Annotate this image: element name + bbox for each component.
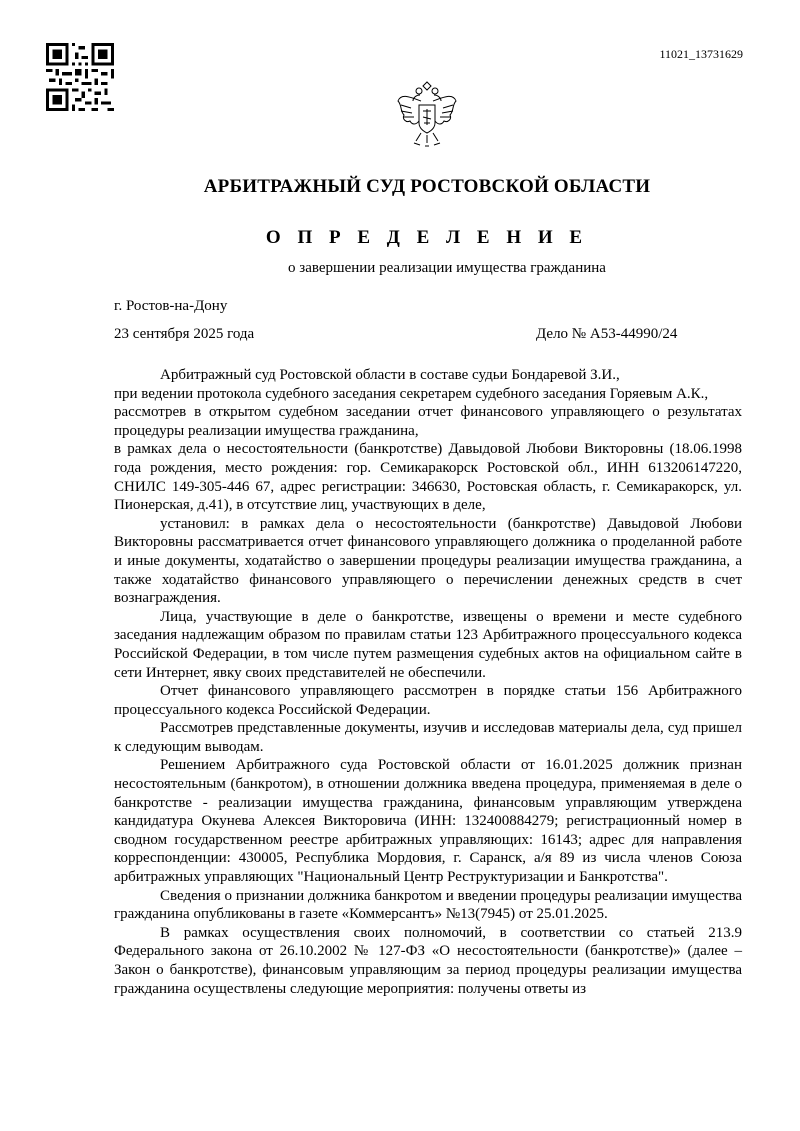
document-id: 11021_13731629 xyxy=(659,47,743,61)
paragraph: Сведения о признании должника банкротом и введении процедуры реализации имущества гражданина опубликованы в газете «Коммерсантъ» №13(7945) от 25.01.2025. xyxy=(114,887,742,923)
paragraph: Отчет финансового управляющего рассмотрен в порядке статьи 156 Арбитражного процессуального кодекса Российской Федерации. xyxy=(114,683,742,718)
paragraph: Решением Арбитражного суда Ростовской области от 16.01.2025 должник признан несостоятельным (банкротом), в отношении должника введена процедура, применяемая в деле о банкротстве - реализации имущества гражданина, финансовым управляющим утверждена кандидатура Окунева Алексея Викторовича (ИНН: 132400884279; регистрационный номер в сводном государственном реестре арбитражных управляющих: 16143; адрес для направления корреспонденции: 430005, Республика Мордовия, г. Саранск, а/я 89 из числа членов Союза арбитражных управляющих "Национальный Центр Реструктуризации и Банкротства". xyxy=(114,757,742,886)
court-name: АРБИТРАЖНЫЙ СУД РОСТОВСКОЙ ОБЛАСТИ xyxy=(203,176,651,197)
document-body xyxy=(114,366,742,998)
paragraph: Лица, участвующие в деле о банкротстве, извещены о времени и месте судебного заседания надлежащим образом по правилам статьи 123 Арбитражного процессуального кодекса Российской Федерации, в том числе путем размещения судебных актов на официальном сайте в сети Интернет, явку своих представителей не обеспечили. xyxy=(114,608,742,681)
paragraph: установил: в рамках дела о несостоятельности (банкротстве) Давыдовой Любови Викторовны рассматривается отчет финансового управляющего должника о проделанной работе и иные документы, ходатайство о завершении процедуры реализации имущества гражданина, а также ходатайство финансового управляющего о перечислении денежных средств в счет вознаграждения. xyxy=(114,515,742,607)
qr-code xyxy=(46,43,114,111)
coat-of-arms-icon xyxy=(396,81,458,149)
paragraph: рассмотрев в открытом судебном заседании отчет финансового управляющего о результатах процедуры реализации имущества гражданина, xyxy=(114,404,742,439)
document-subject: о завершении реализации имущества гражданина xyxy=(288,260,606,276)
paragraph: В рамках осуществления своих полномочий, в соответствии со статьей 213.9 Федерального закона от 26.10.2002 № 127-ФЗ «О несостоятельности (банкротстве)» (далее – Закон о банкротстве), финансовым управляющим за период процедуры реализации имущества гражданина осуществлены следующие мероприятия: получены ответы из xyxy=(114,924,742,997)
document-type: О П Р Е Д Е Л Е Н И Е xyxy=(265,227,589,248)
paragraph: Рассмотрев представленные документы, изучив и исследовав материалы дела, суд пришел к следующим выводам. xyxy=(114,720,742,755)
city: г. Ростов-на-Дону xyxy=(114,298,228,314)
paragraph: в рамках дела о несостоятельности (банкротстве) Давыдовой Любови Викторовны (18.06.1998 года рождения, место рождения: гор. Семикаракорск Ростовской обл., ИНН 613206147220, СНИЛС 149-305-446 67, адрес регистрации: 346630, Ростовская область, г. Семикаракорск, ул. Пионерская, д.41), в отсутствие лиц, участвующих в деле, xyxy=(114,441,742,514)
paragraph: Арбитражный суд Ростовской области в составе судьи Бондаревой З.И., xyxy=(160,367,620,383)
paragraph: при ведении протокола судебного заседания секретарем судебного заседания Горяевым А.К., xyxy=(114,385,709,402)
document-date: 23 сентября 2025 года xyxy=(114,326,255,342)
case-number: Дело № А53-44990/24 xyxy=(536,326,678,342)
